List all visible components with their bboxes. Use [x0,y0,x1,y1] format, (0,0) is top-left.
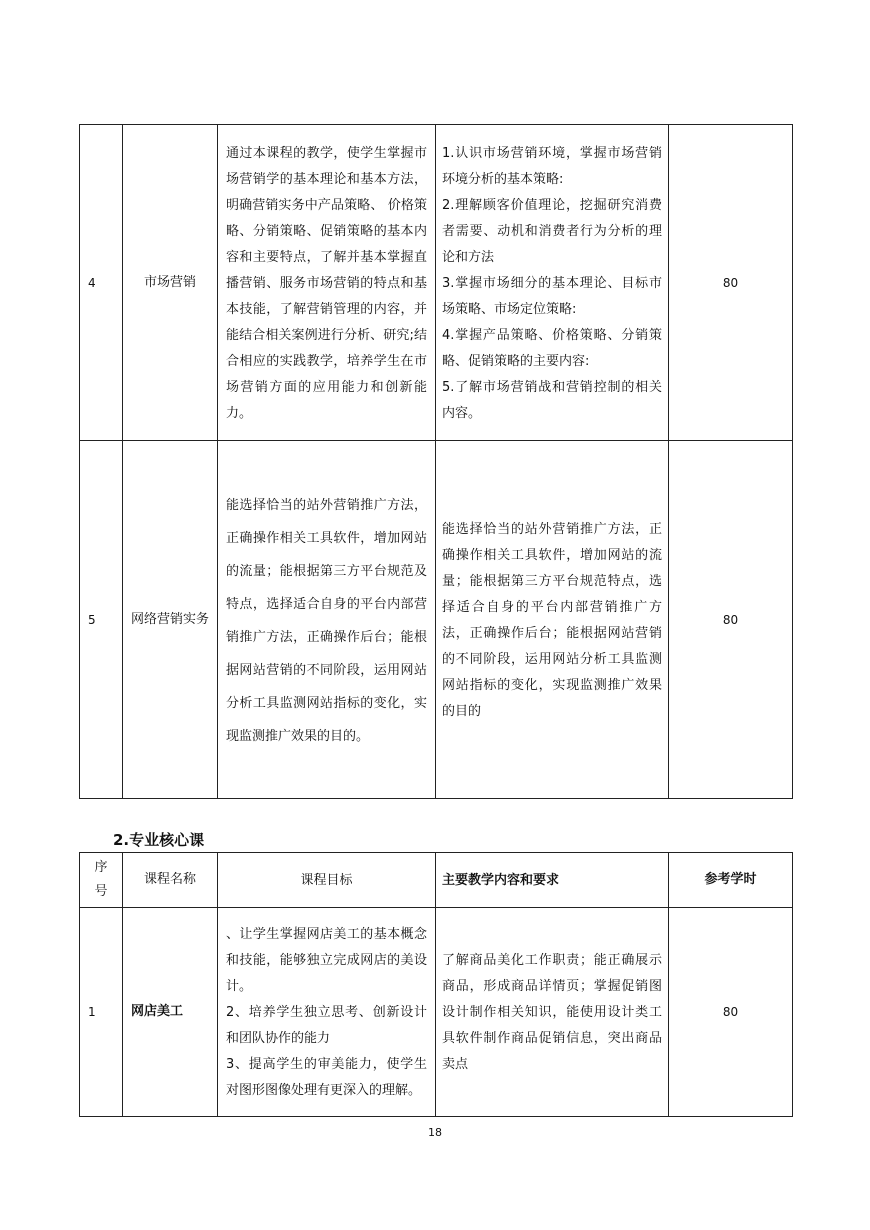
course-table-general [79,124,793,799]
header-hours: 参考学时 [669,853,793,908]
course-content: 能选择恰当的站外营销推广方法，正确操作相关工具软件，增加网站的流量；能根据第三方平台规范特点，选择适合自身的平台内部营销推广方法，正确操作后台；能根据网站营销的不同阶段，运用网站分析工具监测网站指标的变化，实现监测推广效果的目的 [436,441,669,799]
page-number: 18 [428,1126,442,1139]
header-content: 主要教学内容和要求 [436,853,669,908]
section-title: 2.专业核心课 [113,831,205,849]
course-name: 网店美工 [123,908,218,1117]
course-hours: 80 [669,908,793,1117]
course-content: 1.认识市场营销环境，掌握市场营销环境分析的基本策略: 2.理解顾客价值理论，挖掘研究消费者需要、动机和消费者行为分析的理论和方法 3.掌握市场细分的基本理论、目标市场策略、市场定位策略: 4.掌握产品策略、价格策略、分销策略、促销策略的主要内容: 5.了解市场营销战和营销控制的相关内容。 [436,125,669,441]
course-name: 市场营销 [123,125,218,441]
course-goal: 能选择恰当的站外营销推广方法，正确操作相关工具软件，增加网站的流量；能根据第三方平台规范及特点，选择适合自身的平台内部营销推广方法，正确操作后台；能根据网站营销的不同阶段，运用网站分析工具监测网站指标的变化，实现监测推广效果的目的。 [218,441,436,799]
table-row [80,125,793,441]
course-content: 了解商品美化工作职责；能正确展示商品，形成商品详情页；掌握促销图设计制作相关知识，能使用设计类工具软件制作商品促销信息，突出商品卖点 [436,908,669,1117]
course-table-core [79,852,793,1117]
course-goal: 、让学生掌握网店美工的基本概念和技能，能够独立完成网店的美设计。 2、培养学生独立思考、创新设计和团队协作的能力 3、提高学生的审美能力，使学生对图形图像处理有更深入的理解。 [218,908,436,1117]
table-row [80,908,793,1117]
course-name: 网络营销实务 [123,441,218,799]
course-hours: 80 [669,125,793,441]
course-goal: 通过本课程的教学，使学生掌握市场营销学的基本理论和基本方法，明确营销实务中产品策略、 价格策略、分销策略、促销策略的基本内容和主要特点，了解并基本掌握直播营销、服务市场营销的特点和基本技能，了解营销管理的内容，并能结合相关案例进行分析、研究;结合相应的实践教学，培养学生在市场营销方面的应用能力和创新能力。 [218,125,436,441]
course-number: 4 [80,125,123,441]
header-goal: 课程目标 [218,853,436,908]
header-course-name: 课程名称 [123,853,218,908]
course-number: 1 [80,908,123,1117]
table-row [80,441,793,799]
header-number: 序号 [80,853,123,908]
course-number: 5 [80,441,123,799]
course-hours: 80 [669,441,793,799]
table-header-row [80,853,793,908]
